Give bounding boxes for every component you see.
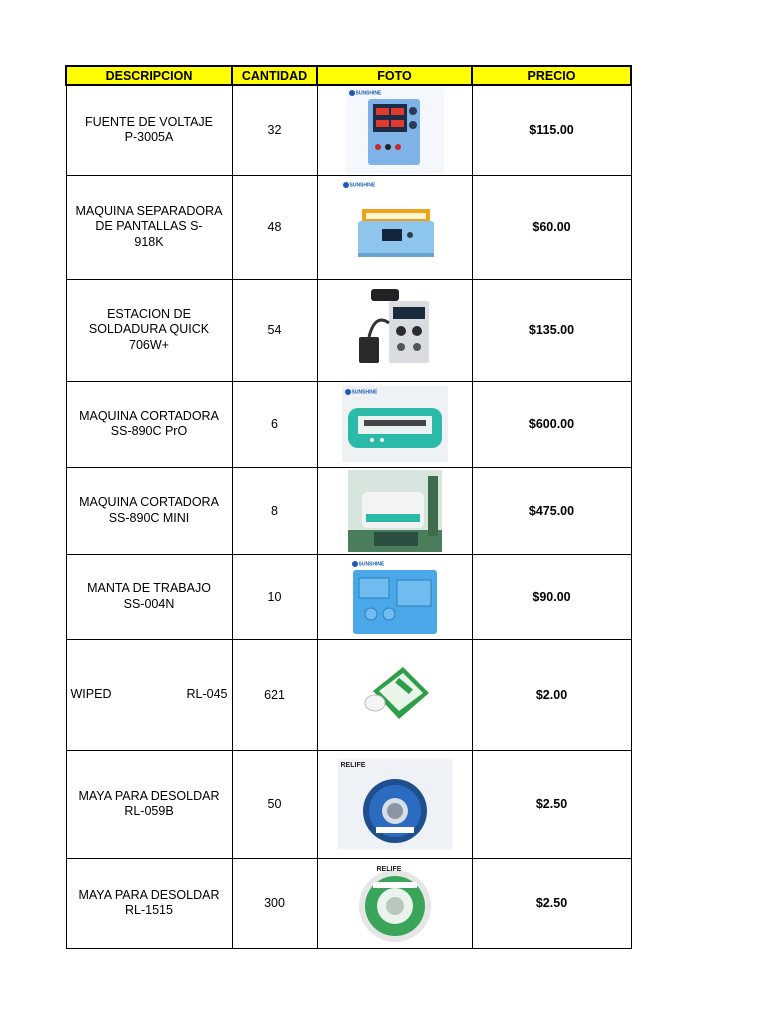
description-line: 706W+ (129, 337, 169, 352)
brand-label: RELIFE (340, 762, 366, 769)
photo-cell (317, 750, 472, 858)
wipe-pack-icon (355, 657, 435, 733)
description-cell (66, 85, 232, 175)
quantity-cell: 48 (232, 175, 317, 279)
work-mat-drawing (349, 558, 441, 636)
wipe-pack-drawing (355, 657, 435, 733)
quantity-cell: 8 (232, 467, 317, 554)
table-row (66, 175, 631, 279)
description-cell (66, 750, 232, 858)
power-supply-drawing (346, 87, 444, 173)
desolder-wick-green-icon (347, 860, 443, 946)
table-row (66, 467, 631, 554)
photo-cell (317, 639, 472, 750)
brand-label: SUNSHINE (355, 90, 382, 97)
price-cell: $2.50 (472, 750, 631, 858)
price-cell: $90.00 (472, 554, 631, 639)
description-cell (66, 639, 232, 750)
description-line: MAQUINA SEPARADORA (75, 203, 223, 218)
price-cell: $60.00 (472, 175, 631, 279)
header-quantity: CANTIDAD (232, 66, 317, 85)
description-cell (66, 467, 232, 554)
description-line: 918K (134, 234, 164, 249)
screen-separator-icon (340, 179, 450, 275)
quantity-cell: 10 (232, 554, 317, 639)
table-row (66, 85, 631, 175)
description-line: MAQUINA CORTADORA (79, 408, 219, 423)
description-cell (66, 554, 232, 639)
description-line: MAYA PARA DESOLDAR (78, 887, 220, 902)
photo-cell (317, 858, 472, 948)
photo-cell (317, 85, 472, 175)
quantity-cell: 54 (232, 279, 317, 381)
description-line: DE PANTALLAS S- (95, 219, 203, 234)
quantity-cell: 621 (232, 639, 317, 750)
table-row (66, 858, 631, 948)
quantity-cell: 32 (232, 85, 317, 175)
description-cell (66, 858, 232, 948)
quantity-cell: 50 (232, 750, 317, 858)
header-price: PRECIO (472, 66, 631, 85)
description-cell (66, 175, 232, 279)
soldering-station-drawing (345, 283, 445, 377)
description-line: RL-059B (124, 804, 174, 818)
inventory-table (65, 65, 632, 949)
brand-label: RELIFE (376, 866, 402, 873)
power-supply-icon (346, 87, 444, 173)
desolder-wick-drawing (338, 759, 452, 849)
price-cell: $2.00 (472, 639, 631, 750)
price-cell: $600.00 (472, 381, 631, 467)
description-line: MAQUINA CORTADORA (79, 495, 219, 509)
quantity-cell: 300 (232, 858, 317, 948)
price-cell: $135.00 (472, 279, 631, 381)
cutting-machine-icon (342, 386, 448, 462)
photo-cell (317, 554, 472, 639)
table-row (66, 750, 631, 858)
description-line: RL-1515 (125, 903, 173, 917)
photo-cell (317, 467, 472, 554)
brand-label: SUNSHINE (358, 560, 385, 567)
table-row (66, 554, 631, 639)
mini-cutter-icon (348, 470, 442, 552)
description-line: ESTACION DE (107, 306, 191, 321)
description-line: P-3005A (124, 130, 174, 145)
header-row (66, 66, 631, 85)
description-line: FUENTE DE VOLTAJE (84, 114, 214, 129)
description-line: MANTA DE TRABAJO (87, 581, 211, 595)
description-line: SS-890C PrO (110, 424, 188, 438)
mini-cutter-drawing (348, 470, 442, 552)
description-line: MAYA PARA DESOLDAR (78, 788, 220, 803)
table-row (66, 639, 631, 750)
price-cell: $2.50 (472, 858, 631, 948)
description-cell (66, 381, 232, 467)
desolder-wick-icon (338, 759, 452, 849)
description-line: SS-004N (123, 596, 175, 611)
quantity-cell: 6 (232, 381, 317, 467)
work-mat-icon (349, 558, 441, 636)
price-cell: $115.00 (472, 85, 631, 175)
description-line: SS-890C MINI (108, 510, 190, 525)
description-line: WIPED RL-045 (70, 686, 228, 701)
brand-label: SUNSHINE (351, 389, 378, 396)
photo-cell (317, 175, 472, 279)
photo-cell (317, 381, 472, 467)
description-line: SOLDADURA QUICK (88, 322, 210, 337)
price-cell: $475.00 (472, 467, 631, 554)
screen-separator-drawing (340, 179, 450, 275)
table-row (66, 279, 631, 381)
table-row (66, 381, 631, 467)
soldering-station-icon (345, 283, 445, 377)
photo-cell (317, 279, 472, 381)
header-description: DESCRIPCION (66, 66, 232, 85)
header-photo: FOTO (317, 66, 472, 85)
cutting-machine-drawing (342, 386, 448, 462)
brand-label: SUNSHINE (349, 182, 376, 189)
description-cell (66, 279, 232, 381)
